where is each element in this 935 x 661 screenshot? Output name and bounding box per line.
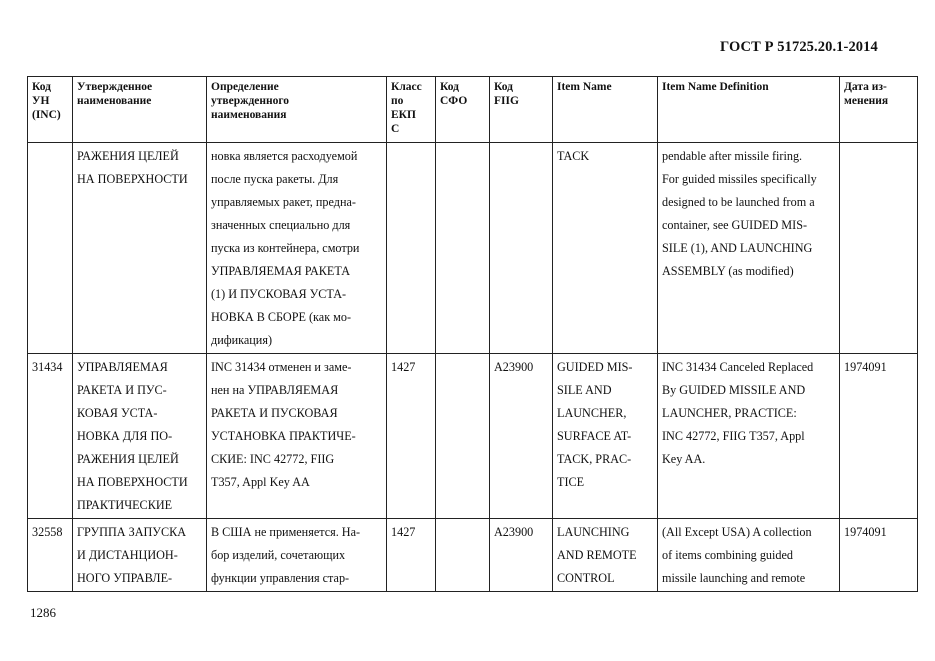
page-number: 1286 <box>30 605 56 620</box>
header-cell <box>73 77 207 143</box>
cell-text-line: НОГО УПРАВЛЕ- <box>77 571 173 585</box>
table-cell <box>553 519 658 592</box>
header-cell <box>553 77 658 143</box>
cell-text-line: Утвержденное <box>77 81 153 93</box>
cell-text-line: ГРУППА ЗАПУСКА <box>77 525 186 539</box>
cell-text-line: дификация) <box>211 333 272 347</box>
table-cell <box>73 354 207 519</box>
cell-text-line: of items combining guided <box>662 548 793 562</box>
cell-text-line: GUIDED MIS- <box>557 360 633 374</box>
table-cell <box>28 519 73 592</box>
cell-text-line: КОВАЯ УСТА- <box>77 406 158 420</box>
cell-text-line: TACK, PRAC- <box>557 452 632 466</box>
cell-text-line: designed to be launched from a <box>662 195 815 209</box>
cell-text-line: менения <box>844 95 889 107</box>
cell-text-line: НА ПОВЕРХНОСТИ <box>77 172 188 186</box>
cell-text-line: С <box>391 123 400 135</box>
cell-text-line: по <box>391 95 404 107</box>
cell-text-line: Код <box>494 81 514 93</box>
cell-text-line: T357, Appl Key AA <box>211 475 310 489</box>
cell-text-line: SILE (1), AND LAUNCHING <box>662 241 813 255</box>
cell-text-line: For guided missiles specifically <box>662 172 817 186</box>
table-cell <box>436 519 490 592</box>
cell-text-line: pendable after missile firing. <box>662 149 803 163</box>
cell-text-line: (All Except USA) A collection <box>662 525 812 539</box>
cell-text-line: СКИЕ: INC 42772, FIIG <box>211 452 335 466</box>
cell-text-line: Item Name Definition <box>662 81 769 93</box>
table-cell <box>207 354 387 519</box>
cell-text-line: УПРАВЛЯЕМАЯ <box>77 360 168 374</box>
table-cell <box>840 354 918 519</box>
cell-text-line: Класс <box>391 81 422 93</box>
cell-text-line: 1974091 <box>844 525 887 539</box>
cell-text-line: Код <box>440 81 460 93</box>
table-cell <box>207 143 387 354</box>
cell-text-line: A23900 <box>494 360 534 374</box>
header-cell <box>207 77 387 143</box>
table-cell <box>387 519 436 592</box>
cell-text-line: LAUNCHER, <box>557 406 627 420</box>
cell-text-line: УН <box>32 95 50 107</box>
cell-text-line: наименование <box>77 95 152 107</box>
cell-text-line: РАКЕТА И ПУС- <box>77 383 167 397</box>
cell-text-line: 31434 <box>32 360 63 374</box>
table-row <box>28 519 918 592</box>
cell-text-line: CONTROL <box>557 571 615 585</box>
cell-text-line: 32558 <box>32 525 63 539</box>
cell-text-line: 1427 <box>391 525 416 539</box>
cell-text-line: INC 31434 Canceled Replaced <box>662 360 814 374</box>
cell-text-line: РАКЕТА И ПУСКОВАЯ <box>211 406 338 420</box>
table-cell <box>28 354 73 519</box>
cell-text-line: A23900 <box>494 525 534 539</box>
table-cell <box>553 354 658 519</box>
header-cell <box>387 77 436 143</box>
table-cell <box>840 143 918 354</box>
cell-text-line: утвержденного <box>211 95 290 107</box>
table-cell <box>658 519 840 592</box>
table-cell <box>840 519 918 592</box>
cell-text-line: 1427 <box>391 360 416 374</box>
cell-text-line: ЕКП <box>391 109 416 121</box>
header-cell <box>436 77 490 143</box>
cell-text-line: УСТАНОВКА ПРАКТИЧЕ- <box>211 429 356 443</box>
cell-text-line: бор изделий, сочетающих <box>211 548 346 562</box>
cell-text-line: 1974091 <box>844 360 887 374</box>
header-cell <box>490 77 553 143</box>
cell-text-line: Код <box>32 81 52 93</box>
table-cell <box>436 143 490 354</box>
cell-text-line: LAUNCHER, PRACTICE: <box>662 406 797 420</box>
table-cell <box>73 519 207 592</box>
cell-text-line: И ДИСТАНЦИОН- <box>77 548 178 562</box>
cell-text-line: РАЖЕНИЯ ЦЕЛЕЙ <box>77 452 179 466</box>
cell-text-line: SILE AND <box>557 383 612 397</box>
cell-text-line: TACK <box>557 149 590 163</box>
table-cell <box>658 143 840 354</box>
cell-text-line: SURFACE AT- <box>557 429 632 443</box>
table-cell <box>490 354 553 519</box>
cell-text-line: НОВКА В СБОРЕ (как мо- <box>211 310 352 324</box>
cell-text-line: (INC) <box>32 109 61 121</box>
header-row <box>28 77 918 143</box>
cell-text-line: FIIG <box>494 95 519 107</box>
table-cell <box>658 354 840 519</box>
table-cell <box>28 143 73 354</box>
table-cell <box>553 143 658 354</box>
cell-text-line: нен на УПРАВЛЯЕМАЯ <box>211 383 339 397</box>
cell-text-line: после пуска ракеты. Для <box>211 172 339 186</box>
cell-text-line: НА ПОВЕРХНОСТИ <box>77 475 188 489</box>
cell-text-line: INC 31434 отменен и заме- <box>211 360 352 374</box>
cell-text-line: missile launching and remote <box>662 571 806 585</box>
cell-text-line: УПРАВЛЯЕМАЯ РАКЕТА <box>211 264 350 278</box>
cell-text-line: AND REMOTE <box>557 548 637 562</box>
table-cell <box>490 519 553 592</box>
cell-text-line: By GUIDED MISSILE AND <box>662 383 806 397</box>
header-cell <box>840 77 918 143</box>
cell-text-line: новка является расходуемой <box>211 149 358 163</box>
cell-text-line: LAUNCHING <box>557 525 630 539</box>
header-cell <box>658 77 840 143</box>
cell-text-line: СФО <box>440 95 468 107</box>
cell-text-line: Key AA. <box>662 452 706 466</box>
cell-text-line: В США не применяется. На- <box>211 525 361 539</box>
cell-text-line: Определение <box>211 81 279 93</box>
cell-text-line: РАЖЕНИЯ ЦЕЛЕЙ <box>77 149 179 163</box>
table-cell <box>387 354 436 519</box>
table-cell <box>73 143 207 354</box>
document-code: ГОСТ Р 51725.20.1-2014 <box>720 39 878 55</box>
classification-table <box>27 76 918 592</box>
table-row <box>28 354 918 519</box>
table-row <box>28 143 918 354</box>
cell-text-line: ASSEMBLY (as modified) <box>662 264 794 278</box>
cell-text-line: функции управления стар- <box>211 571 350 585</box>
cell-text-line: Item Name <box>557 81 612 93</box>
cell-text-line: пуска из контейнера, смотри <box>211 241 360 255</box>
cell-text-line: управляемых ракет, предна- <box>211 195 356 209</box>
table-cell <box>490 143 553 354</box>
cell-text-line: Дата из- <box>844 81 887 93</box>
header-cell <box>28 77 73 143</box>
cell-text-line: НОВКА ДЛЯ ПО- <box>77 429 173 443</box>
table-cell <box>387 143 436 354</box>
cell-text-line: ПРАКТИЧЕСКИЕ <box>77 498 173 512</box>
table-cell <box>207 519 387 592</box>
cell-text-line: наименования <box>211 109 287 121</box>
cell-text-line: значенных специально для <box>211 218 351 232</box>
cell-text-line: INC 42772, FIIG T357, Appl <box>662 429 805 443</box>
cell-text-line: (1) И ПУСКОВАЯ УСТА- <box>211 287 347 301</box>
table-cell <box>436 354 490 519</box>
cell-text-line: container, see GUIDED MIS- <box>662 218 808 232</box>
cell-text-line: TICE <box>557 475 585 489</box>
